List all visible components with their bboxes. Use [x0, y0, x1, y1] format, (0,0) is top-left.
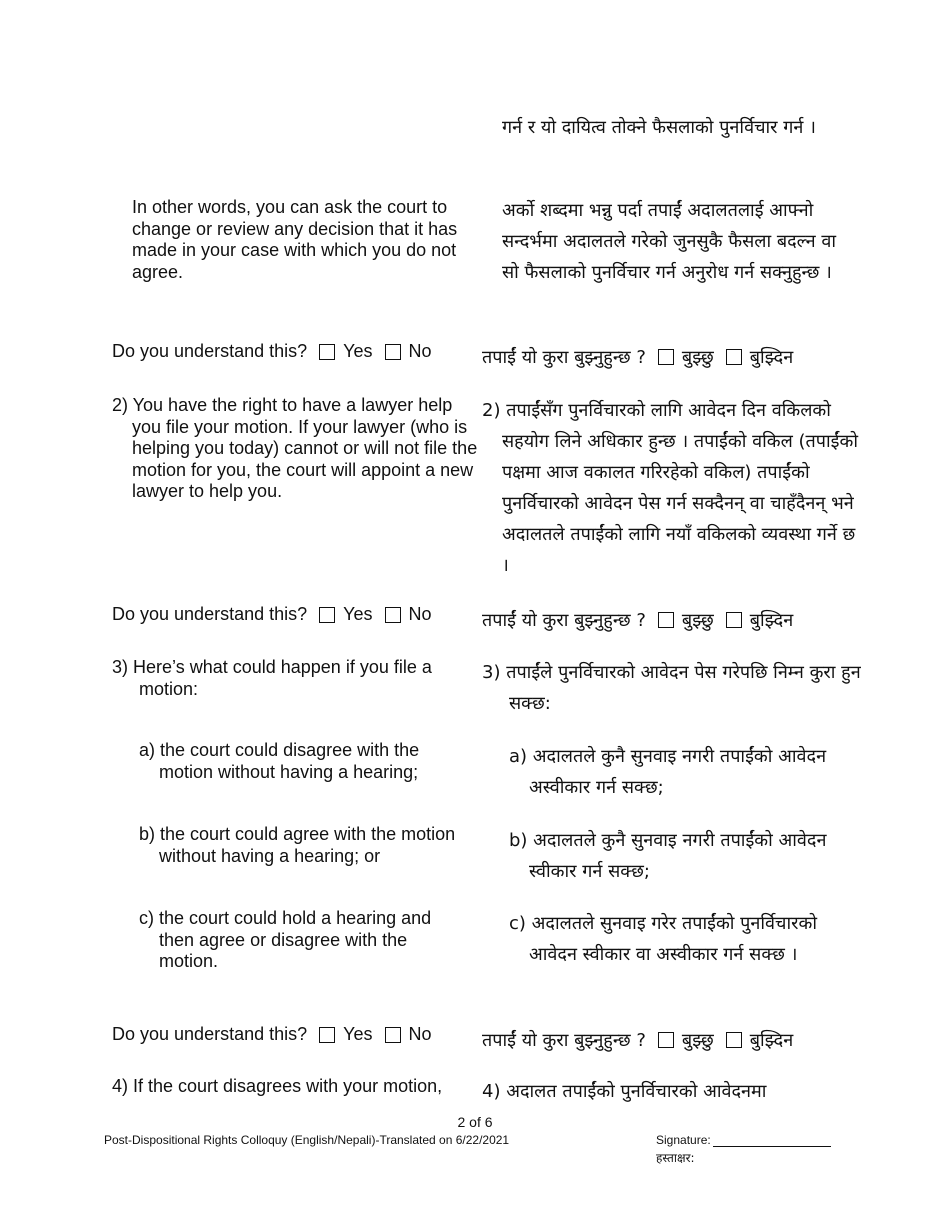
yes-label: Yes: [343, 341, 373, 361]
no-label-ne: बुझ्दिन: [749, 347, 794, 368]
no-label-ne: बुझ्दिन: [749, 610, 794, 631]
no-checkbox-ne[interactable]: [726, 1032, 742, 1048]
understand-row-en-3: [112, 1024, 432, 1045]
other-words-text-ne: अर्को शब्दमा भन्नु पर्दा तपाईं अदालतलाई आफ्नो सन्दर्भमा अदालतले गरेको जुनसुकै फैसला बदल्न वा सो फैसलाको पुनर्विचार गर्न अनुरोध गर्न सक्नुहुन्छ ।: [502, 200, 837, 283]
document-title: Post-Dispositional Rights Colloquy (English/Nepali)-Translated on 6/22/2021: [104, 1133, 510, 1147]
no-label-ne: बुझ्दिन: [749, 1030, 794, 1051]
no-checkbox[interactable]: [385, 607, 401, 623]
yes-checkbox-ne[interactable]: [658, 349, 674, 365]
yes-label-ne: बुझ्छु: [681, 610, 714, 631]
item-4-text-en: 4) If the court disagrees with your motion,: [112, 1076, 443, 1096]
no-checkbox[interactable]: [385, 1027, 401, 1043]
signature-line[interactable]: [713, 1134, 831, 1147]
yes-checkbox[interactable]: [319, 344, 335, 360]
understand-question-en: Do you understand this?: [112, 341, 308, 361]
item-3c-text-ne: c) अदालतले सुनवाइ गरेर तपाईंको पुनर्विचारको आवेदन स्वीकार वा अस्वीकार गर्न सक्छ ।: [509, 913, 817, 965]
item-3c-text-en: c) the court could hold a hearing and then agree or disagree with the motion.: [139, 908, 432, 971]
signature-field: [656, 1133, 831, 1147]
yes-label-ne: बुझ्छु: [681, 347, 714, 368]
item-2-text-ne: 2) तपाईंसँग पुनर्विचारको लागि आवेदन दिन वकिलको सहयोग लिने अधिकार हुन्छ । तपाईंको वकिल (तपाईंको पक्षमा आज वकालत गरिरहेको वकिल) तपाईंको पुनर्विचारको आवेदन पेस गर्न सक्दैनन् वा चाहँदैनन् भने अदालतले तपाईंको लागि नयाँ वकिलको व्यवस्था गर्ने छ ।: [482, 400, 859, 576]
item-3a-text-ne: a) अदालतले कुनै सुनवाइ नगरी तपाईंको आवेदन अस्वीकार गर्न सक्छ;: [509, 746, 827, 798]
yes-label: Yes: [343, 604, 373, 624]
item-4-text-ne: 4) अदालत तपाईंको पुनर्विचारको आवेदनमा: [482, 1081, 767, 1102]
no-checkbox-ne[interactable]: [726, 349, 742, 365]
yes-label-ne: बुझ्छु: [681, 1030, 714, 1051]
yes-checkbox[interactable]: [319, 1027, 335, 1043]
item-3a-text-en: a) the court could disagree with the motion without having a hearing;: [139, 740, 420, 782]
item-3b-text-ne: b) अदालतले कुनै सुनवाइ नगरी तपाईंको आवेदन स्वीकार गर्न सक्छ;: [509, 830, 827, 882]
signature-label-en: Signature:: [656, 1133, 711, 1147]
yes-checkbox-ne[interactable]: [658, 1032, 674, 1048]
no-label: No: [408, 1024, 432, 1044]
item-3-text-en: 3) Here’s what could happen if you file a motion:: [112, 657, 432, 699]
understand-row-en-2: [112, 604, 432, 625]
understand-question-ne: तपाईं यो कुरा बुझ्नुहुन्छ ?: [482, 610, 646, 631]
no-label: No: [408, 341, 432, 361]
no-checkbox-ne[interactable]: [726, 612, 742, 628]
other-words-text-en: In other words, you can ask the court to change or review any decision that it has made in your case with which you do not agree.: [132, 197, 458, 282]
understand-row-ne-2: [482, 608, 793, 632]
carry-over-text-ne: गर्न र यो दायित्व तोक्ने फैसलाको पुनर्विचार गर्न ।: [502, 117, 816, 138]
item-2-text-en: 2) You have the right to have a lawyer help you file your motion. If your lawyer (who is helping you today) cannot or will not file the motion for you, the court will appoint a new lawyer to help you.: [112, 395, 478, 501]
understand-question-ne: तपाईं यो कुरा बुझ्नुहुन्छ ?: [482, 1030, 646, 1051]
item-3b-text-en: b) the court could agree with the motion without having a hearing; or: [139, 824, 456, 866]
understand-row-ne-1: [482, 345, 793, 369]
no-checkbox[interactable]: [385, 344, 401, 360]
understand-row-en-1: [112, 341, 432, 362]
understand-row-ne-3: [482, 1028, 793, 1052]
understand-question-en: Do you understand this?: [112, 604, 308, 624]
yes-checkbox-ne[interactable]: [658, 612, 674, 628]
signature-label-ne: हस्ताक्षर:: [656, 1151, 695, 1165]
understand-question-en: Do you understand this?: [112, 1024, 308, 1044]
yes-checkbox[interactable]: [319, 607, 335, 623]
item-3-text-ne: 3) तपाईंले पुनर्विचारको आवेदन पेस गरेपछि निम्न कुरा हुन सक्छ:: [482, 662, 861, 714]
page-number: 2 of 6: [457, 1114, 493, 1130]
no-label: No: [408, 604, 432, 624]
understand-question-ne: तपाईं यो कुरा बुझ्नुहुन्छ ?: [482, 347, 646, 368]
yes-label: Yes: [343, 1024, 373, 1044]
